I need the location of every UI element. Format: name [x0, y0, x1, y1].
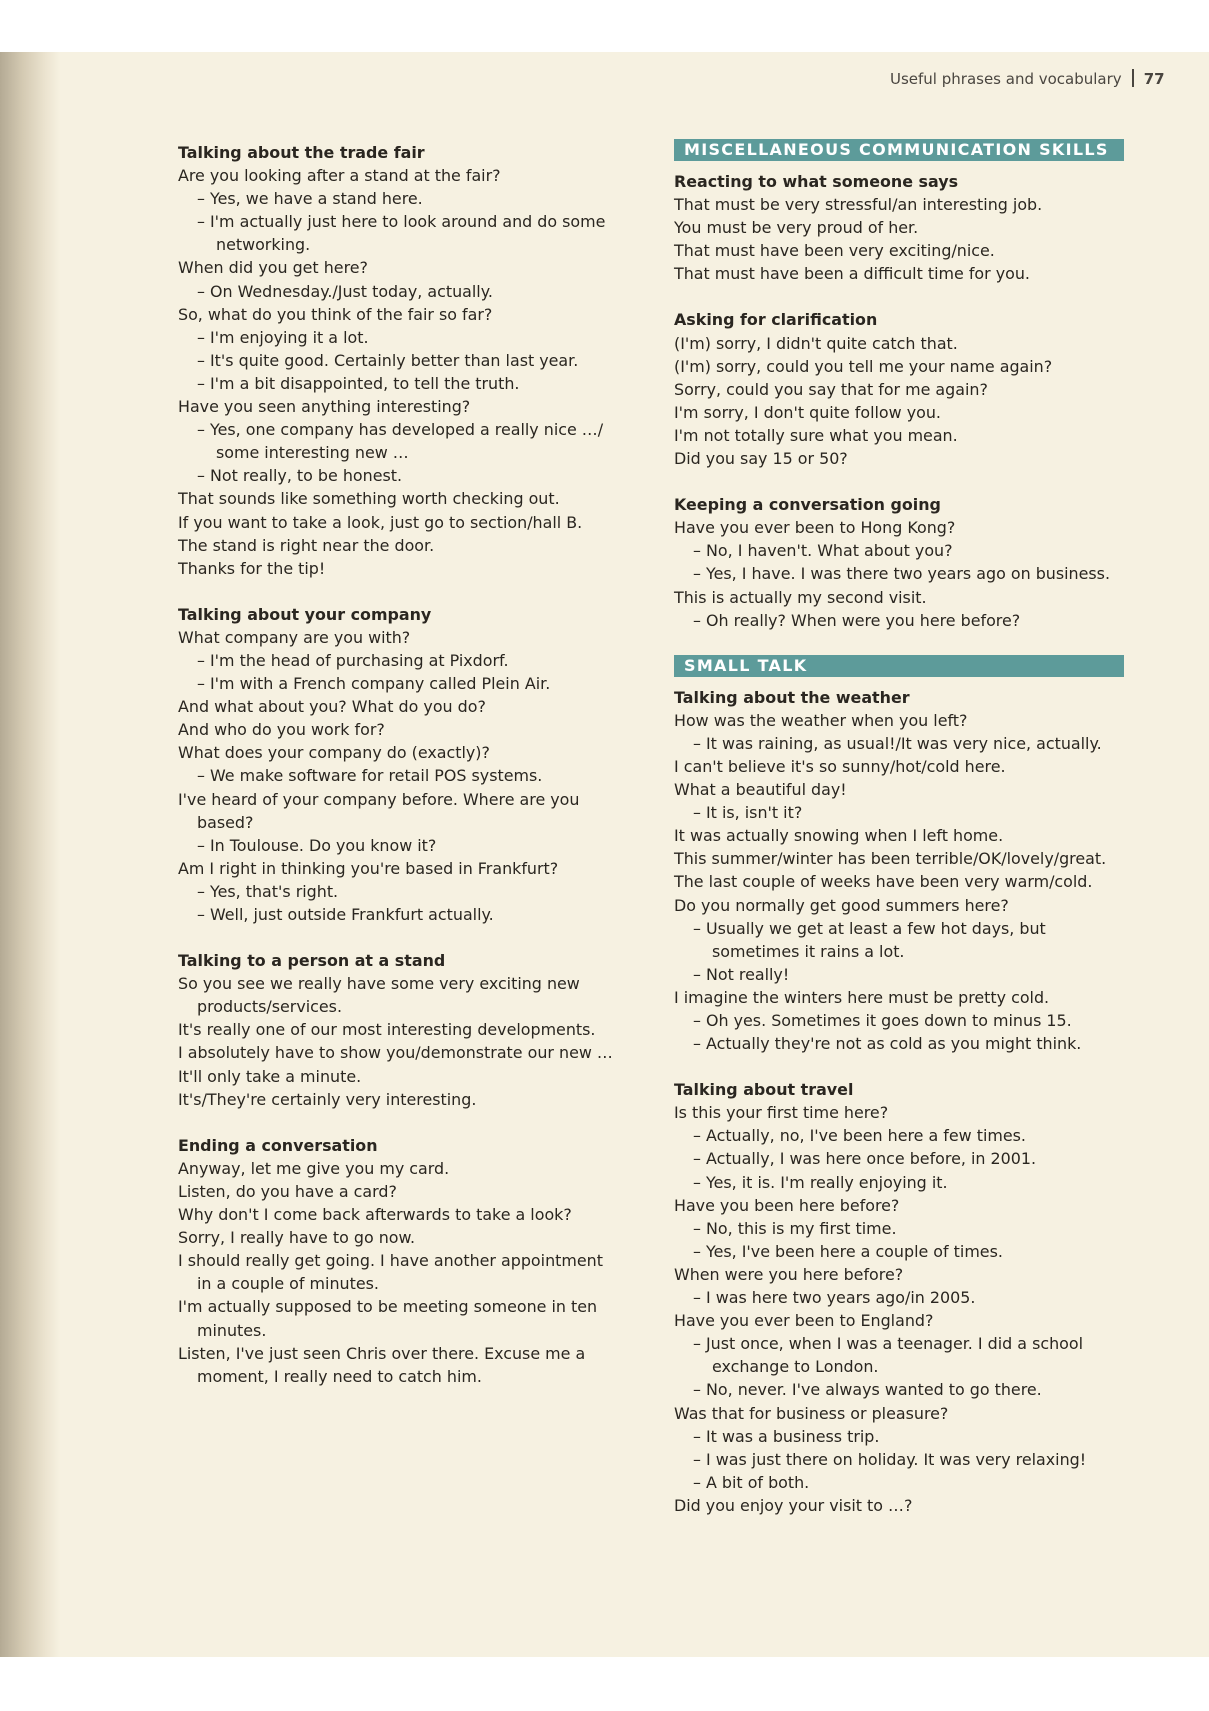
response-line: – I'm enjoying it a lot. — [197, 327, 369, 347]
phrase-line: I'm actually supposed to be meeting someone in ten minutes. — [178, 1297, 598, 1340]
response-line: – Oh yes. Sometimes it goes down to minus 15. — [693, 1011, 1072, 1030]
response-line: – Yes, I've been here a couple of times. — [693, 1241, 1003, 1261]
phrase-line: Have you been here before? — [674, 1195, 900, 1215]
phrase-line: Did you say 15 or 50? — [674, 449, 848, 469]
response-line: – We make software for retail POS systems. — [197, 766, 543, 786]
phrase-line: The last couple of weeks have been very warm/cold. — [674, 872, 1093, 892]
section-heading: Reacting to what someone says — [674, 172, 959, 191]
phrase-line: I'm not totally sure what you mean. — [674, 425, 958, 445]
phrase-line: Am I right in thinking you're based in Frankfurt? — [178, 858, 559, 878]
running-header — [890, 69, 1170, 88]
phrase-line: I should really get going. I have another appointment in a couple of minutes. — [178, 1251, 603, 1294]
response-line: – No, this is my first time. — [693, 1218, 897, 1238]
phrase-line: This is actually my second visit. — [674, 587, 927, 607]
phrase-line: I'm sorry, I don't quite follow you. — [674, 402, 941, 422]
phrase-line: When were you here before? — [674, 1264, 904, 1284]
response-line: – Yes, that's right. — [197, 881, 339, 901]
book-page — [0, 52, 1209, 1657]
response-line: – It was a business trip. — [693, 1426, 880, 1446]
section-heading: Talking about your company — [178, 604, 432, 624]
phrase-section — [178, 949, 618, 1111]
response-line: – Yes, one company has developed a really nice …/ some interesting new … — [197, 420, 604, 463]
phrase-line: It's/They're certainly very interesting. — [178, 1089, 477, 1109]
phrase-line: Are you looking after a stand at the fair? — [178, 166, 501, 186]
phrase-section — [178, 603, 618, 926]
phrase-line: And who do you work for? — [178, 720, 385, 740]
response-line: – Usually we get at least a few hot days, but sometimes it rains a lot. — [693, 918, 1046, 961]
phrase-line: It was actually snowing when I left home. — [674, 826, 1004, 846]
header-title: Useful phrases and vocabulary — [890, 70, 1122, 88]
phrase-line: So, what do you think of the fair so far? — [178, 304, 493, 324]
response-line: – A bit of both. — [693, 1472, 810, 1492]
phrase-line: So you see we really have some very exciting new products/services. — [178, 974, 580, 1017]
response-line: – No, never. I've always wanted to go there. — [693, 1380, 1042, 1400]
response-line: – I was just there on holiday. It was very relaxing! — [693, 1449, 1087, 1469]
response-line: – I'm actually just here to look around and do some networking. — [197, 212, 606, 255]
phrase-line: This summer/winter has been terrible/OK/lovely/great. — [674, 849, 1107, 869]
response-line: – Actually, I was here once before, in 2001. — [693, 1149, 1036, 1169]
phrase-line: It'll only take a minute. — [178, 1066, 362, 1086]
response-line: – Not really! — [693, 964, 790, 984]
response-line: – Yes, we have a stand here. — [197, 189, 423, 209]
phrase-section — [674, 1078, 1124, 1517]
phrase-line: That sounds like something worth checking out. — [178, 489, 560, 509]
response-line: – On Wednesday./Just today, actually. — [197, 281, 493, 301]
phrase-line: Do you normally get good summers here? — [674, 895, 1009, 915]
response-line: – Yes, it is. I'm really enjoying it. — [693, 1172, 948, 1192]
section-heading: Talking about travel — [674, 1080, 854, 1100]
phrase-line: It's really one of our most interesting developments. — [178, 1020, 596, 1040]
response-line: – In Toulouse. Do you know it? — [197, 835, 437, 855]
phrase-line: (I'm) sorry, could you tell me your name again? — [674, 356, 1053, 376]
phrase-line: Have you seen anything interesting? — [178, 397, 471, 417]
phrase-line: Thanks for the tip! — [178, 558, 326, 578]
page-number: 77 — [1143, 70, 1165, 88]
response-line: – It is, isn't it? — [693, 803, 803, 823]
misc-communication-banner: MISCELLANEOUS COMMUNICATION SKILLS — [674, 139, 1124, 161]
response-line: – Just once, when I was a teenager. I did a school exchange to London. — [693, 1334, 1084, 1377]
phrase-line: What a beautiful day! — [674, 780, 847, 800]
phrase-line: Sorry, I really have to go now. — [178, 1228, 416, 1248]
section-heading: Talking about the weather — [674, 687, 910, 707]
response-line: – Not really, to be honest. — [197, 466, 403, 486]
phrase-line: Sorry, could you say that for me again? — [674, 379, 988, 399]
phrase-line: Have you ever been to Hong Kong? — [674, 518, 956, 538]
phrase-line: Listen, do you have a card? — [178, 1181, 397, 1201]
book-spine-shadow — [0, 52, 60, 1657]
phrase-line: If you want to take a look, just go to section/hall B. — [178, 512, 583, 532]
response-line: – It was raining, as usual!/It was very nice, actually. — [693, 733, 1102, 753]
response-line: – Actually, no, I've been here a few times. — [693, 1126, 1026, 1146]
header-divider — [1132, 69, 1134, 87]
phrase-line: You must be very proud of her. — [674, 218, 919, 238]
phrase-line: Was that for business or pleasure? — [674, 1403, 949, 1423]
right-column — [674, 139, 1124, 1517]
phrase-line: I've heard of your company before. Where are you based? — [178, 789, 580, 832]
section-heading: Asking for clarification — [674, 310, 878, 330]
section-heading: Talking about the trade fair — [178, 143, 425, 162]
phrase-line: Did you enjoy your visit to …? — [674, 1495, 913, 1515]
response-line: – I'm with a French company called Plein Air. — [197, 674, 551, 694]
response-line: – Actually they're not as cold as you might think. — [693, 1034, 1082, 1054]
phrase-section — [674, 686, 1124, 1056]
small-talk-sections — [674, 686, 1124, 1517]
response-line: – It's quite good. Certainly better than last year. — [197, 350, 579, 370]
response-line: – I'm the head of purchasing at Pixdorf. — [197, 650, 509, 670]
section-heading: Keeping a conversation going — [674, 495, 941, 515]
phrase-line: That must have been very exciting/nice. — [674, 241, 995, 261]
phrase-section — [674, 170, 1124, 285]
phrase-section — [674, 493, 1124, 632]
phrase-line: What does your company do (exactly)? — [178, 743, 490, 763]
section-heading: Talking to a person at a stand — [178, 951, 446, 971]
phrase-line: That must be very stressful/an interesting job. — [674, 195, 1043, 215]
phrase-line: And what about you? What do you do? — [178, 697, 486, 717]
phrase-line: I can't believe it's so sunny/hot/cold here. — [674, 756, 1006, 776]
phrase-line: I absolutely have to show you/demonstrate our new … — [178, 1043, 613, 1063]
response-line: – No, I haven't. What about you? — [693, 541, 953, 561]
phrase-line: The stand is right near the door. — [178, 535, 435, 555]
phrase-line: When did you get here? — [178, 258, 368, 278]
phrase-line: (I'm) sorry, I didn't quite catch that. — [674, 333, 958, 353]
section-heading: Ending a conversation — [178, 1135, 378, 1155]
response-line: – I'm a bit disappointed, to tell the truth. — [197, 373, 520, 393]
phrase-line: Listen, I've just seen Chris over there. Excuse me a moment, I really need to catch him. — [178, 1343, 586, 1386]
phrase-line: That must have been a difficult time for you. — [674, 264, 1030, 284]
response-line: – I was here two years ago/in 2005. — [693, 1288, 976, 1308]
left-column — [178, 141, 618, 1388]
phrase-line: What company are you with? — [178, 627, 411, 647]
phrase-line: How was the weather when you left? — [674, 710, 968, 730]
phrase-line: Is this your first time here? — [674, 1103, 889, 1123]
small-talk-banner: SMALL TALK — [674, 655, 1124, 677]
phrase-section — [674, 308, 1124, 470]
phrase-line: Why don't I come back afterwards to take a look? — [178, 1205, 572, 1225]
phrase-line: I imagine the winters here must be pretty cold. — [674, 987, 1050, 1007]
phrase-section — [178, 141, 618, 580]
phrase-line: Have you ever been to England? — [674, 1311, 934, 1331]
phrase-line: Anyway, let me give you my card. — [178, 1158, 450, 1178]
misc-sections — [674, 170, 1124, 632]
phrase-section — [178, 1134, 618, 1388]
response-line: – Well, just outside Frankfurt actually. — [197, 905, 494, 924]
response-line: – Yes, I have. I was there two years ago on business. — [693, 564, 1111, 584]
response-line: – Oh really? When were you here before? — [693, 610, 1021, 630]
